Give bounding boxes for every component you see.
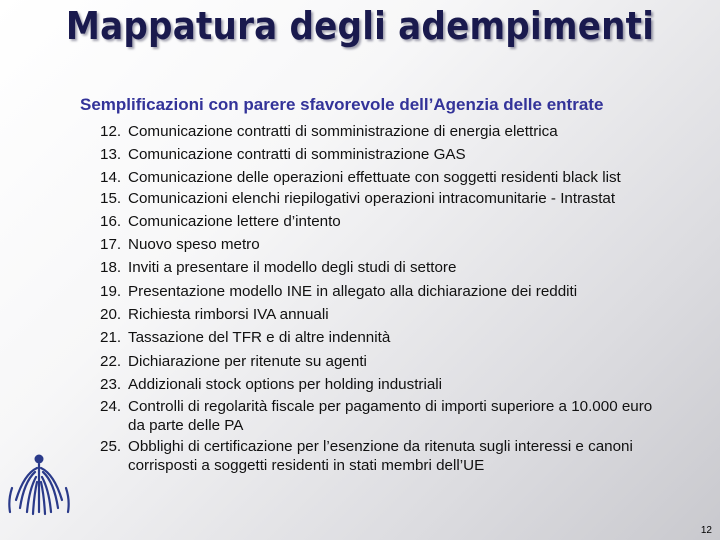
list-item [100,373,660,396]
list-item [100,303,660,326]
list-item-text: Tassazione del TFR e di altre indennità [128,329,391,347]
list-item-text: Obblighi di certificazione per l’esenzione da ritenuta sugli interessi e canoni corrisposti a soggetti residenti in stati membri dell’UE [128,438,633,474]
list-item-number: 18. [100,259,122,277]
list-item [100,280,660,303]
list-item-text: Addizionali stock options per holding industriali [128,375,443,393]
list-item [100,188,660,210]
list-item-number: 12. [100,123,122,140]
list-item-number: 22. [100,352,122,370]
list-item [100,167,660,189]
list-item-text: Dichiarazione per ritenute su agenti [128,352,367,370]
list-item-text: Comunicazione delle operazioni effettuate con soggetti residenti black list [128,168,621,186]
list-item-text: Inviti a presentare il modello degli studi di settore [128,259,457,277]
list-item [100,143,660,166]
list-item [100,396,660,436]
list-item [100,210,660,233]
list-item-number: 24. [100,398,122,416]
list-item [100,256,660,279]
list-item [100,350,660,373]
list-item-text: Comunicazione contratti di somministrazione GAS [128,146,466,164]
page-number: 12 [700,525,712,536]
list-item-number: 15. [100,190,122,208]
list-item-text: Presentazione modello INE in allegato alla dichiarazione dei redditi [128,282,578,300]
list-item [100,233,660,256]
slide-title: Mappatura degli adempimenti [65,4,655,48]
list-item-number: 13. [100,146,122,164]
list-item-text: Controlli di regolarità fiscale per pagamento di importi superiore a 10.000 euro da parte delle PA [128,398,653,434]
list-item-number: 16. [100,212,122,230]
list-item-number: 20. [100,305,122,323]
eagle-logo-icon [4,450,74,520]
slide-subtitle: Semplificazioni con parere sfavorevole dell’Agenzia delle entrate [80,95,604,114]
list-item [100,436,660,476]
list-item-number: 17. [100,236,122,254]
list-item-text: Comunicazioni elenchi riepilogativi operazioni intracomunitarie - Intrastat [128,190,616,208]
list-item-number: 19. [100,282,122,300]
list-item-text: Richiesta rimborsi IVA annuali [128,305,329,323]
list-item-number: 14. [100,168,122,186]
list-item-number: 25. [100,438,122,456]
obligations-list [100,120,660,477]
list-item-text: Nuovo speso metro [128,236,260,254]
list-item-number: 23. [100,375,122,393]
list-item [100,120,660,143]
list-item [100,326,660,349]
list-item-number: 21. [100,329,122,347]
list-item-text: Comunicazione contratti di somministrazione di energia elettrica [128,123,558,140]
list-item-text: Comunicazione lettere d’intento [128,212,341,230]
